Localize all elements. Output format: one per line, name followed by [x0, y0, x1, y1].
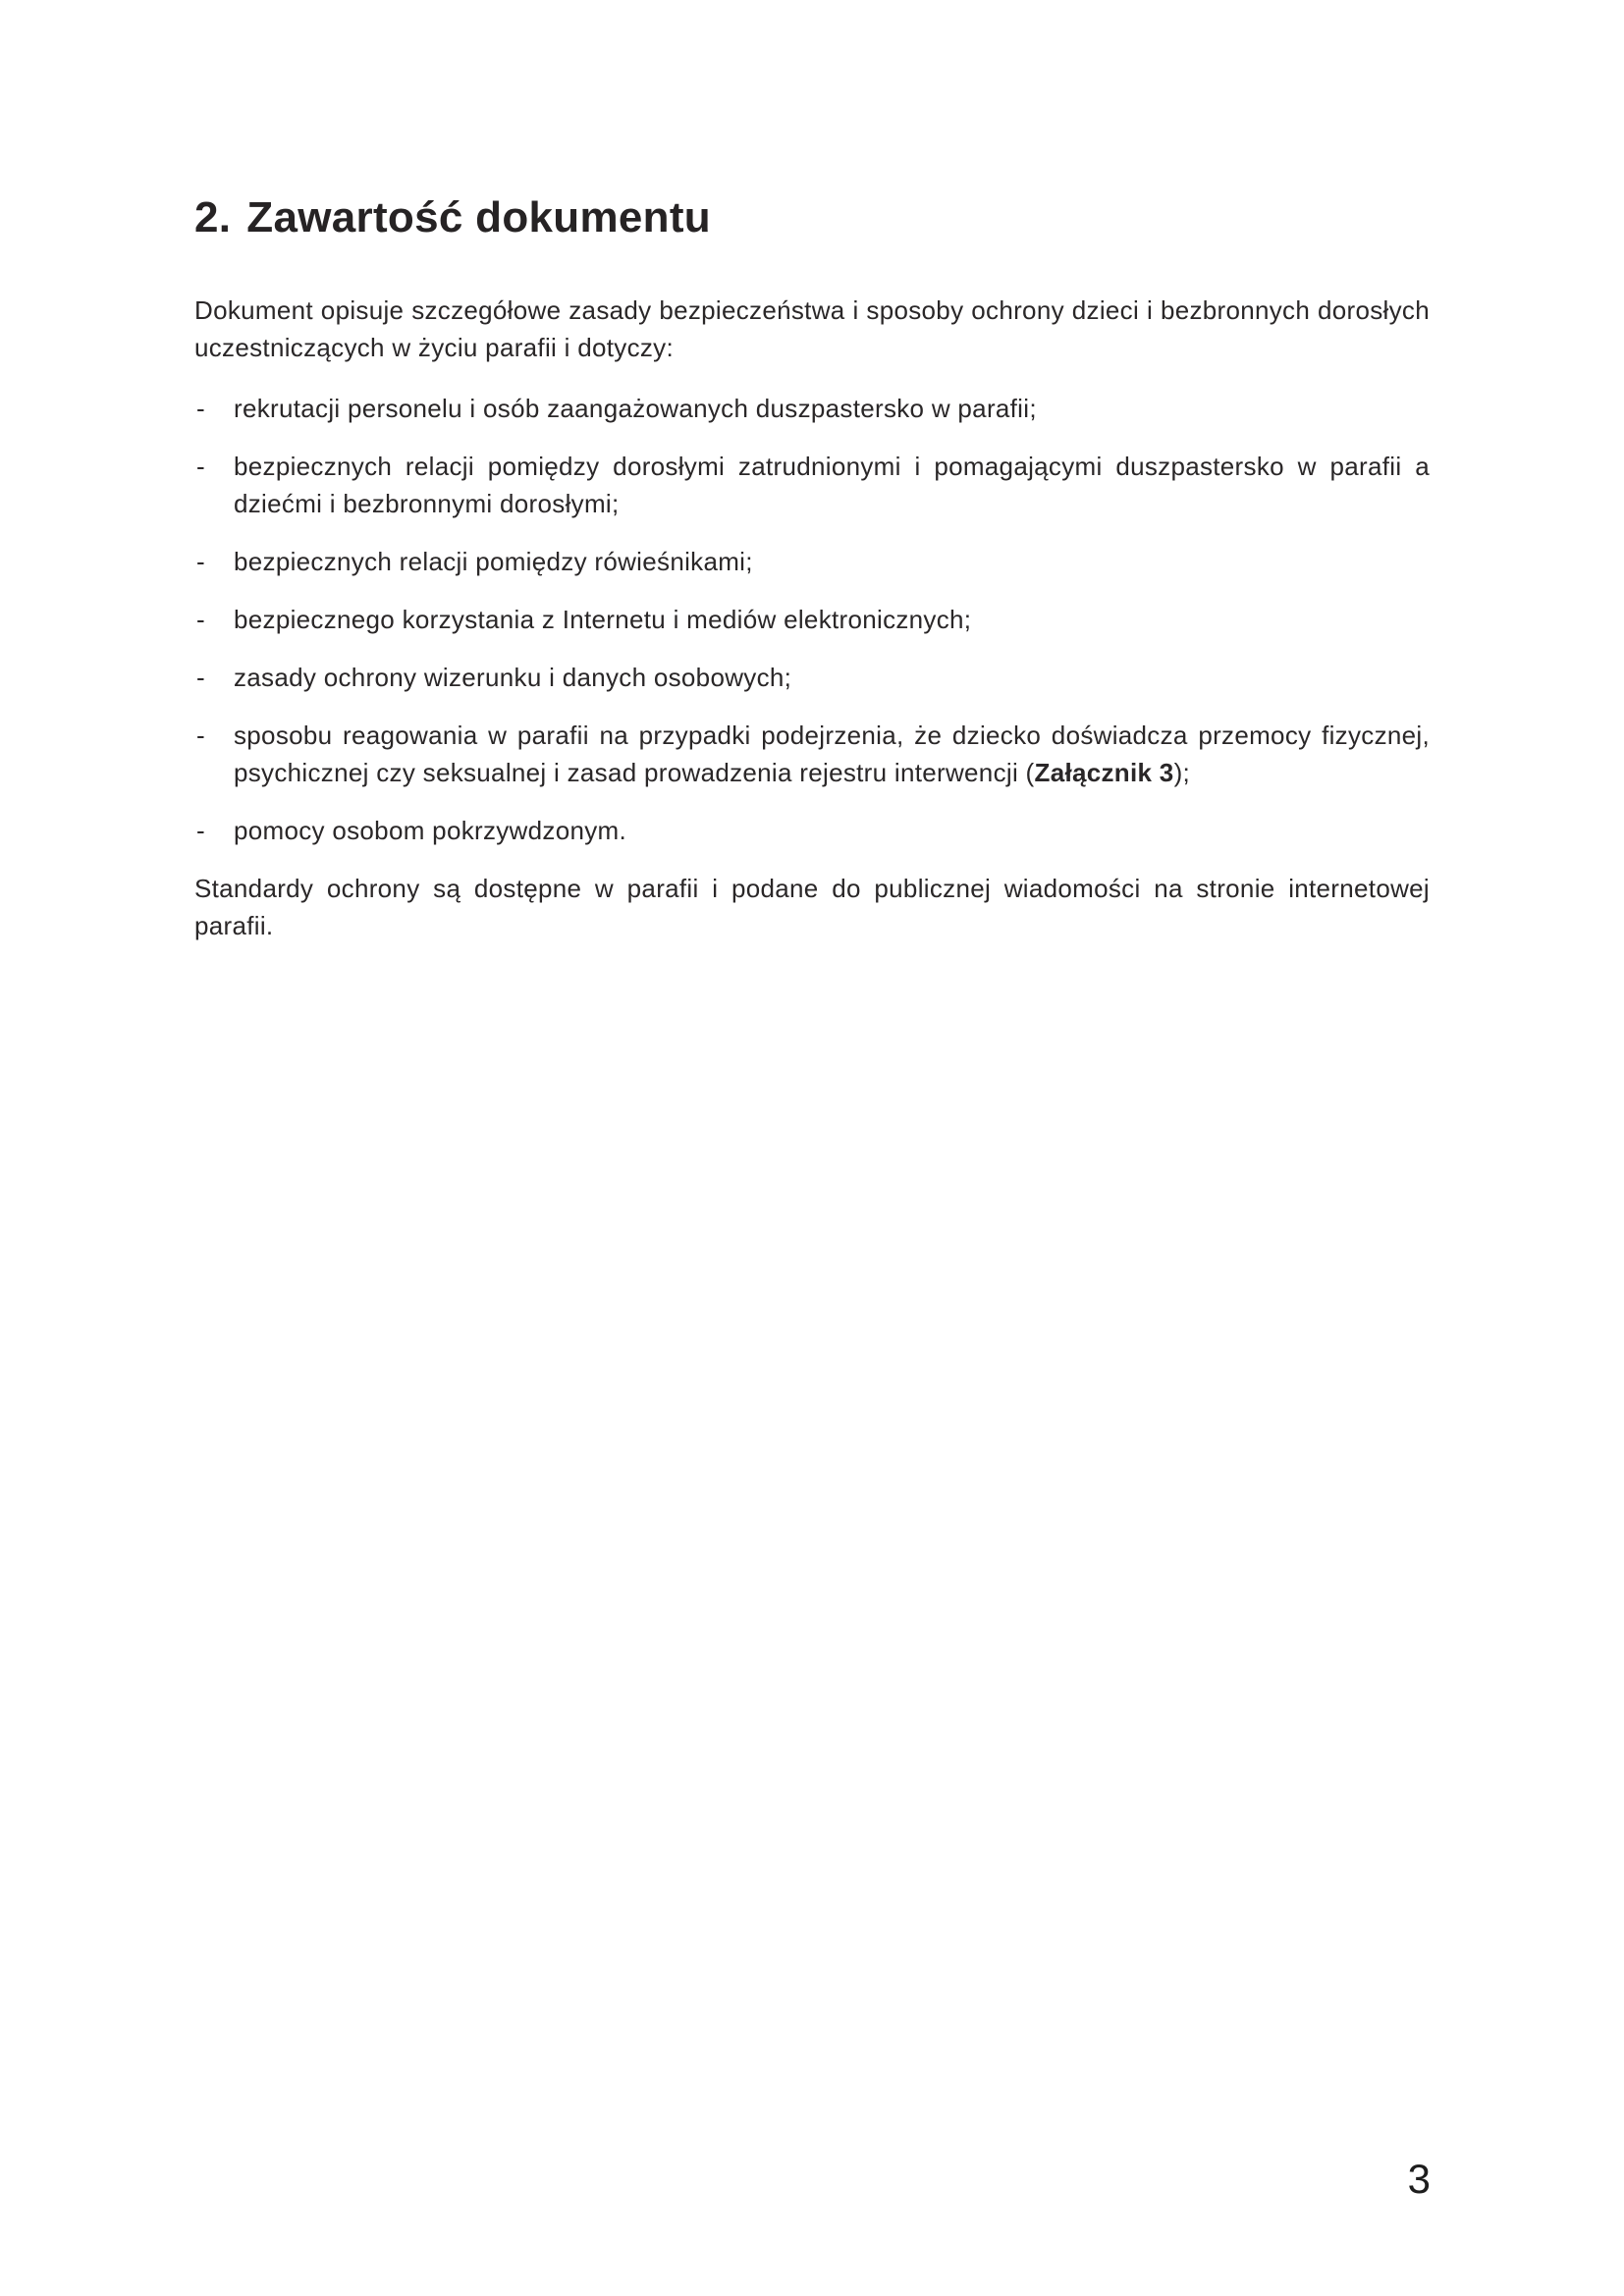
dash-bullet: -	[196, 663, 205, 692]
dash-bullet: -	[196, 721, 205, 750]
dash-bullet: -	[196, 816, 205, 845]
dash-bullet: -	[196, 547, 205, 576]
dash-bullet: -	[196, 394, 205, 423]
section-number: 2.	[194, 193, 232, 241]
list-item	[194, 543, 1430, 580]
section-heading	[194, 193, 1430, 242]
list-item-text: rekrutacji personelu i osób zaangażowanych duszpastersko w parafii;	[234, 394, 1037, 423]
list-item	[194, 601, 1430, 638]
intro-paragraph: Dokument opisuje szczegółowe zasady bezpieczeństwa i sposoby ochrony dzieci i bezbronnych dorosłych uczestniczących w życiu parafii i dotyczy:	[194, 295, 1430, 362]
list-item-text: bezpiecznych relacji pomiędzy dorosłymi zatrudnionymi i pomagającymi duszpastersko w parafii a dziećmi i bezbronnymi dorosłymi;	[234, 452, 1430, 518]
list-item-text: sposobu reagowania w parafii na przypadki podejrzenia, że dziecko doświadcza przemocy fizycznej, psychicznej czy seksualnej i zasad prowadzenia rejestru interwencji (	[234, 721, 1430, 787]
page-number: 3	[1407, 2156, 1431, 2202]
dash-bullet: -	[196, 452, 205, 481]
list-item-text: bezpiecznego korzystania z Internetu i mediów elektronicznych;	[234, 605, 972, 634]
attachment-reference: Załącznik 3	[1034, 758, 1174, 787]
list-item	[194, 812, 1430, 849]
list-item-text: bezpiecznych relacji pomiędzy rówieśnikami;	[234, 547, 753, 576]
list-item	[194, 448, 1430, 522]
list-item-text: pomocy osobom pokrzywdzonym.	[234, 816, 626, 845]
list-item-text: zasady ochrony wizerunku i danych osobowych;	[234, 663, 792, 692]
list-item	[194, 390, 1430, 427]
bullet-list	[194, 390, 1430, 849]
list-item-text: );	[1173, 758, 1191, 787]
section-title: Zawartość dokumentu	[246, 193, 711, 241]
list-item	[194, 717, 1430, 791]
closing-paragraph: Standardy ochrony są dostępne w parafii i podane do publicznej wiadomości na stronie internetowej parafii.	[194, 874, 1430, 940]
dash-bullet: -	[196, 605, 205, 634]
list-item	[194, 659, 1430, 696]
